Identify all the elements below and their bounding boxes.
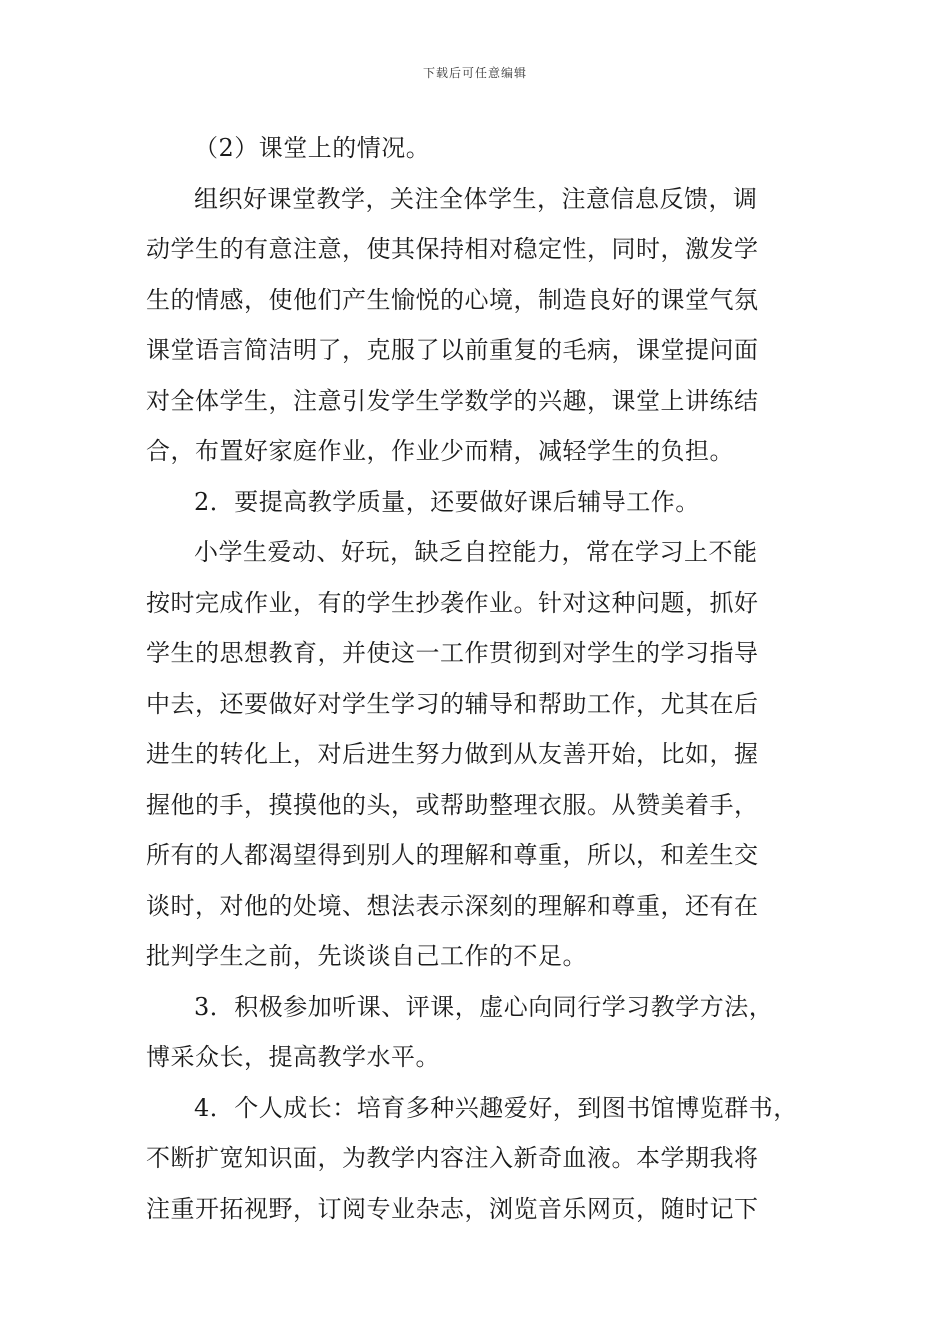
document-body	[146, 123, 806, 1234]
text-line: 2．要提高教学质量，还要做好课后辅导工作。	[194, 487, 700, 516]
text-line: （2）课堂上的情况。	[194, 134, 431, 162]
header-note: 下载后可任意编辑	[422, 66, 527, 80]
text-line: 对全体学生，注意引发学生学数学的兴趣，课堂上讲练结	[146, 386, 759, 415]
text-line: 批判学生之前，先谈谈自己工作的不足。	[146, 942, 587, 970]
paragraph-classroom-heading	[146, 123, 806, 174]
text-line: 注重开拓视野，订阅专业杂志，浏览音乐网页，随时记下	[146, 1194, 759, 1223]
text-line: 按时完成作业，有的学生抄袭作业。针对这种问题，抓好	[146, 588, 759, 617]
text-line: 进生的转化上，对后进生努力做到从友善开始，比如，握	[146, 740, 759, 768]
text-line: 4．个人成长：培育多种兴趣爱好，到图书馆博览群书，	[194, 1093, 798, 1122]
text-line: 中去，还要做好对学生学习的辅导和帮助工作，尤其在后	[146, 689, 759, 718]
text-line: 课堂语言简洁明了，克服了以前重复的毛病，课堂提问面	[146, 336, 759, 364]
text-line: 不断扩宽知识面，为教学内容注入新奇血液。本学期我将	[146, 1144, 759, 1172]
text-line: 3．积极参加听课、评课，虚心向同行学习教学方法，	[194, 992, 774, 1021]
text-line: 所有的人都渴望得到别人的理解和尊重，所以，和差生交	[146, 841, 759, 869]
text-line: 生的情感，使他们产生愉悦的心境，制造良好的课堂气氛	[146, 285, 759, 314]
text-line: 学生的思想教育，并使这一工作贯彻到对学生的学习指导	[146, 639, 759, 667]
paragraph-section-2-heading	[146, 477, 806, 528]
text-line: 握他的手，摸摸他的头，或帮助整理衣服。从赞美着手，	[146, 790, 759, 819]
text-line: 组织好课堂教学，关注全体学生，注意信息反馈，调	[194, 184, 758, 213]
text-line: 博采众长，提高教学水平。	[146, 1043, 440, 1071]
paragraph-section-4	[146, 1083, 806, 1235]
text-line: 谈时，对他的处境、想法表示深刻的理解和尊重，还有在	[146, 891, 759, 920]
text-line: 合，布置好家庭作业，作业少而精，减轻学生的负担。	[146, 437, 734, 465]
paragraph-classroom-teaching	[146, 174, 806, 477]
text-line: 小学生爱动、好玩，缺乏自控能力，常在学习上不能	[194, 538, 758, 566]
paragraph-after-class-tutoring	[146, 527, 806, 982]
text-line: 动学生的有意注意，使其保持相对稳定性，同时，激发学	[146, 235, 759, 263]
paragraph-section-3	[146, 982, 806, 1083]
